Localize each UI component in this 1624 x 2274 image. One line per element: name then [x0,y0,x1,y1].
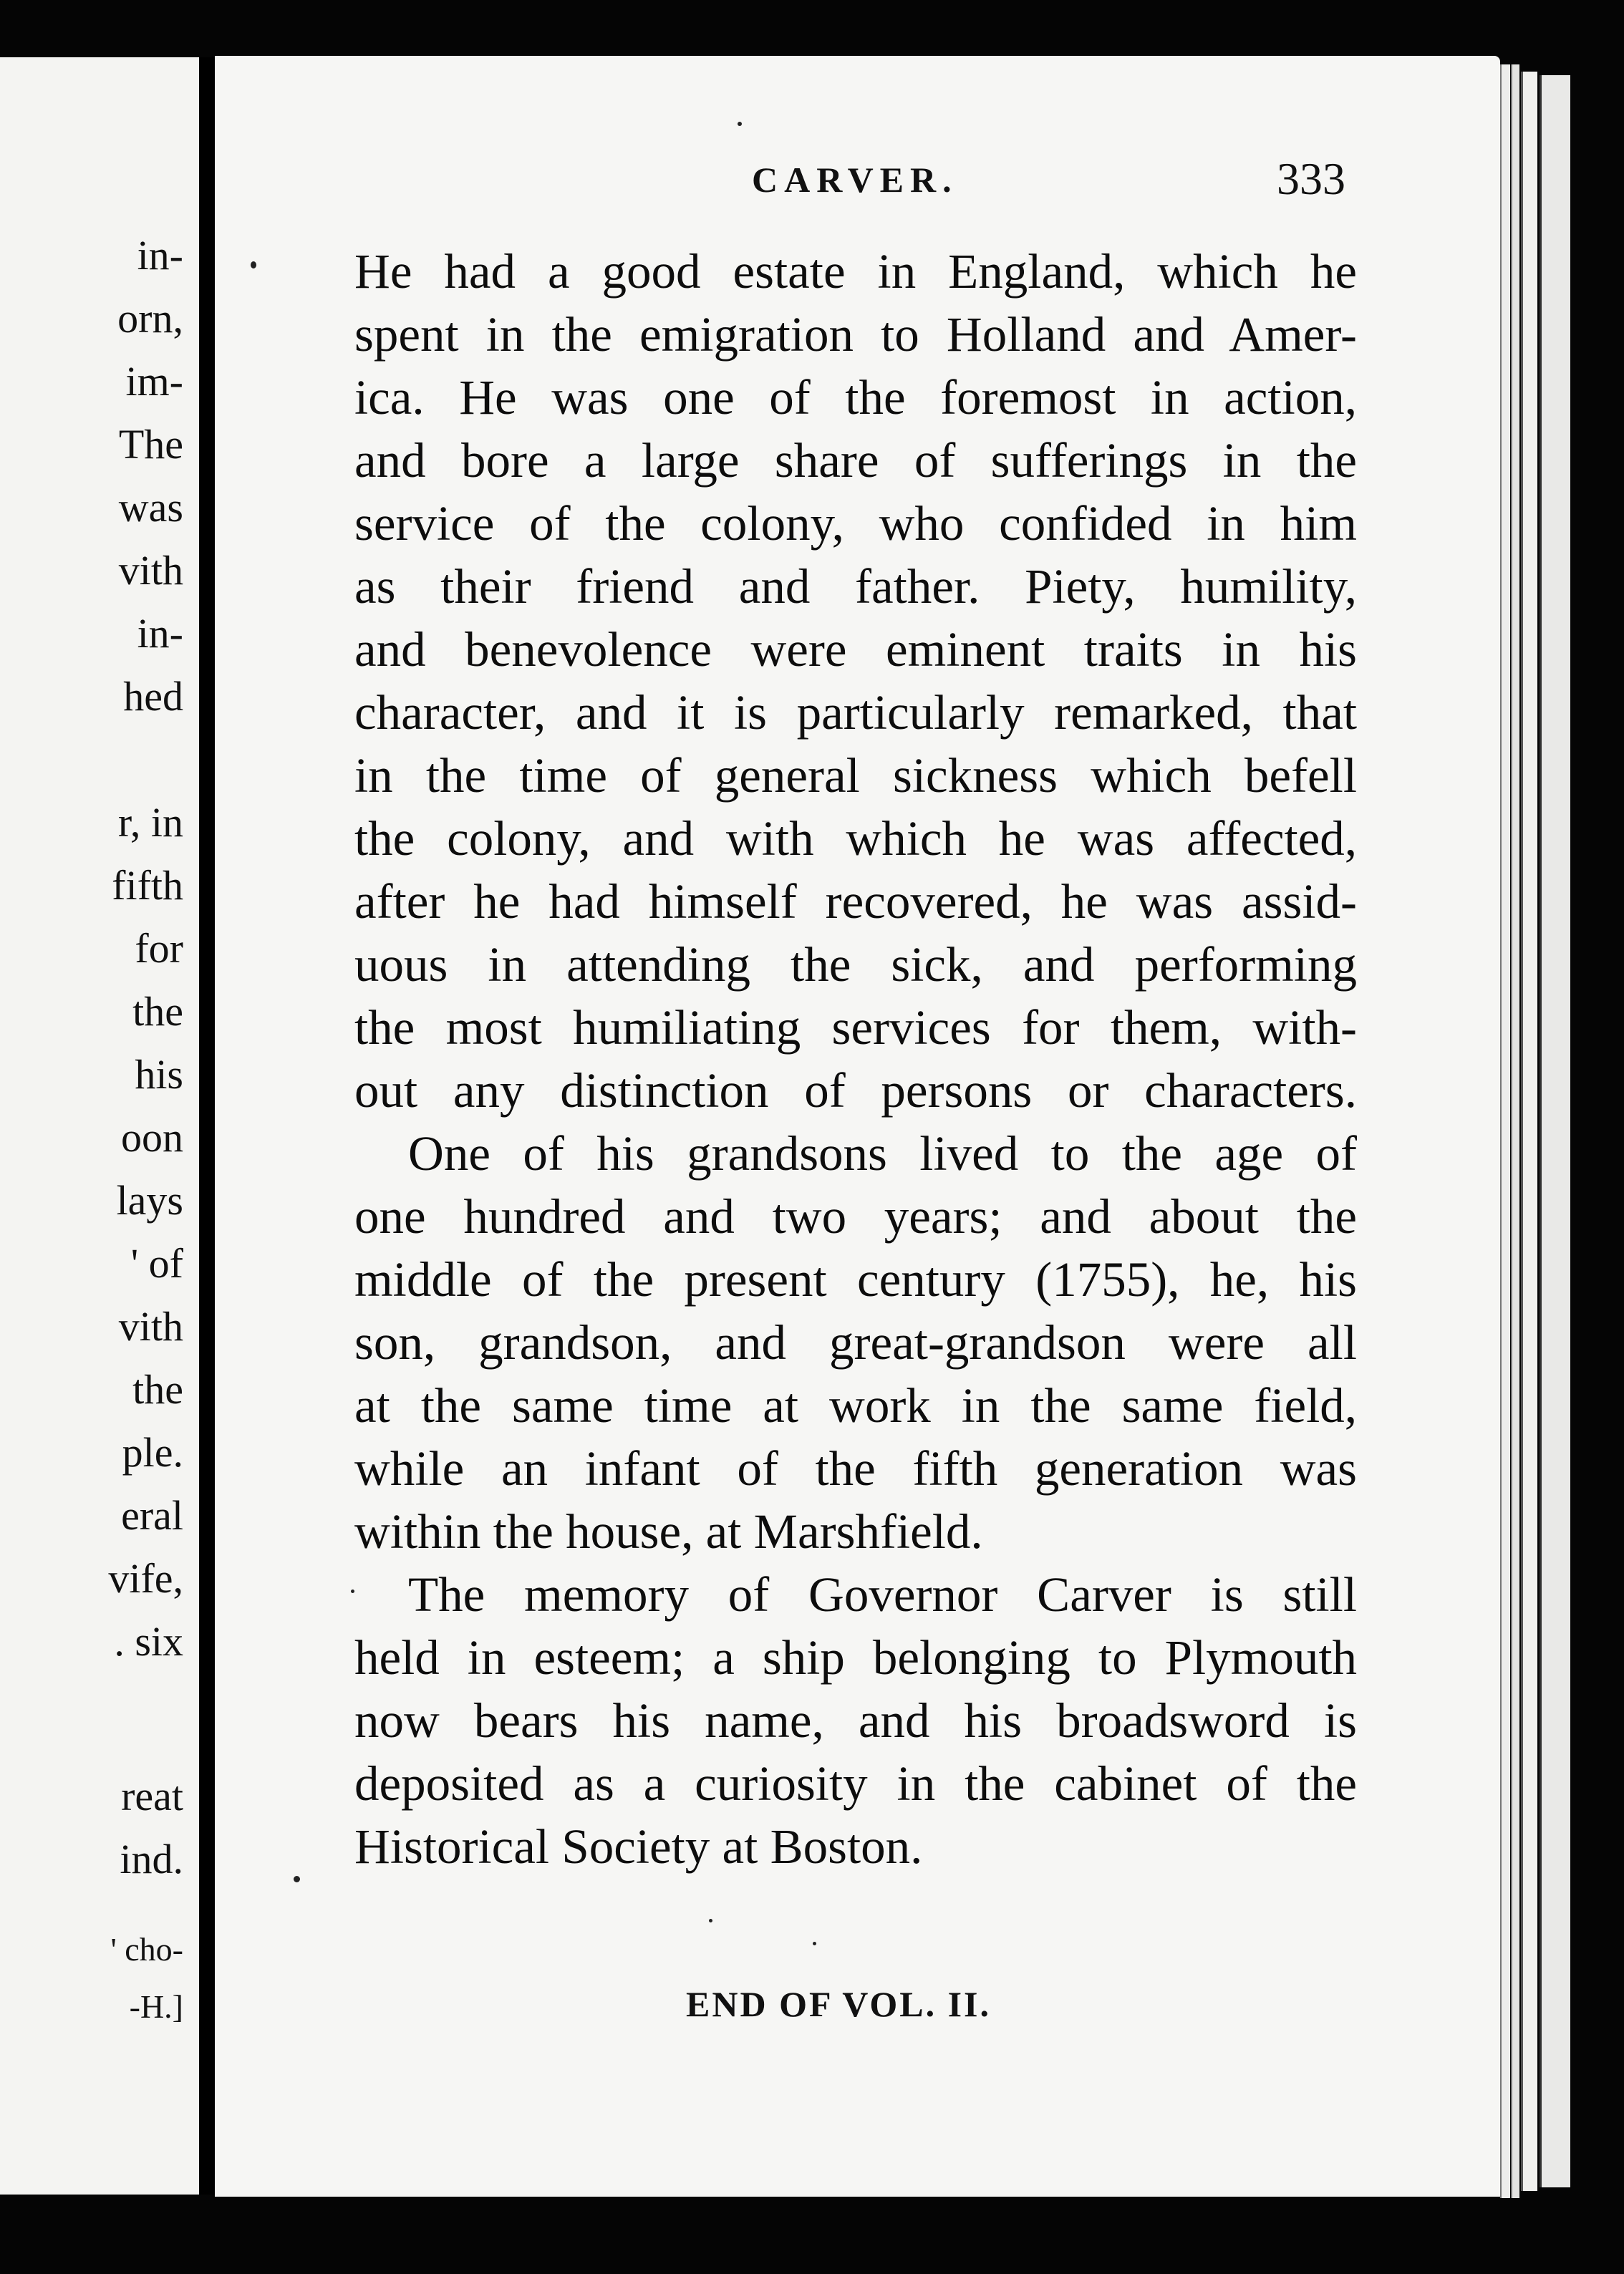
left-page-footnote-line: ' cho- [110,1931,183,1968]
left-page-line: for [135,925,183,972]
left-page-line: hed [123,673,183,720]
page-edge [1500,64,1510,2198]
left-page-line: ind. [120,1836,183,1882]
left-page-line: the [132,988,183,1035]
text-line: one hundred and two years; and about the [354,1189,1357,1244]
left-page-line: vife, [108,1555,183,1602]
scan-speck [738,122,742,126]
left-page-line: in- [137,610,183,657]
text-line: the colony, and with which he was affected, [354,811,1357,866]
text-line: uous in attending the sick, and performing [354,937,1357,992]
left-page-line: The [118,421,183,468]
text-line: spent in the emigration to Holland and Amer- [354,307,1357,362]
previous-page-fragment [0,57,199,2195]
left-page-line: orn, [117,295,183,342]
scan-speck [709,1919,712,1922]
left-page-line: ple. [122,1429,183,1476]
page-edge [1540,75,1570,2187]
left-page-footnote-line: -H.] [129,1988,183,2025]
left-page-line: im- [125,358,183,405]
text-line: deposited as a curiosity in the cabinet of the [354,1756,1357,1811]
end-of-volume-mark: END OF VOL. II. [686,1984,992,2024]
text-line: middle of the present century (1755), he, his [354,1252,1357,1307]
text-line: in the time of general sickness which befell [354,748,1357,803]
text-line: ica. He was one of the foremost in action, [354,370,1357,425]
page-number: 333 [1277,153,1345,204]
text-line: son, grandson, and great-grandson were all [354,1315,1357,1370]
text-line: within the house, at Marshfield. [354,1504,983,1559]
text-line: One of his grandsons lived to the age of [408,1126,1357,1181]
left-page-line: fifth [112,862,183,909]
left-page-line: ' of [130,1240,183,1287]
text-line: character, and it is particularly remarked, that [354,685,1357,740]
text-line: now bears his name, and his broadsword is [354,1693,1357,1748]
left-page-line: vith [118,1303,183,1350]
left-page-line: his [135,1051,183,1098]
left-page-line: reat [121,1773,183,1819]
left-page-line: lays [116,1177,183,1224]
text-line: as their friend and father. Piety, humility, [354,559,1357,614]
left-page-line: the [132,1366,183,1413]
left-page-line: oon [121,1114,183,1161]
text-line: the most humiliating services for them, with- [354,1000,1357,1055]
scan-speck [813,1942,816,1945]
text-line: and bore a large share of sufferings in the [354,433,1357,488]
text-line: service of the colony, who confided in him [354,496,1357,551]
running-head: CARVER. [752,160,958,200]
left-page-line: eral [121,1492,183,1539]
text-line: He had a good estate in England, which he [354,244,1357,299]
left-page-line: . six [114,1618,183,1665]
book-gutter [199,57,215,2195]
scan-speck [351,1590,354,1593]
left-page-line: was [118,484,183,531]
scan-speck [251,261,256,268]
text-line: out any distinction of persons or characters. [354,1063,1357,1118]
left-page-line: r, in [117,799,183,846]
text-line: and benevolence were eminent traits in his [354,622,1357,677]
text-line: The memory of Governor Carver is still [408,1567,1357,1622]
left-page-line: vith [118,547,183,594]
left-page-line: in- [137,232,183,279]
text-line: after he had himself recovered, he was assid- [354,874,1357,929]
scan-speck [294,1876,300,1882]
text-line: held in esteem; a ship belonging to Plymouth [354,1630,1357,1685]
text-line: while an infant of the fifth generation was [354,1441,1357,1496]
page-edge [1511,64,1519,2198]
text-line: Historical Society at Boston. [354,1819,923,1874]
page-edge [1521,72,1537,2191]
text-line: at the same time at work in the same field, [354,1378,1357,1433]
